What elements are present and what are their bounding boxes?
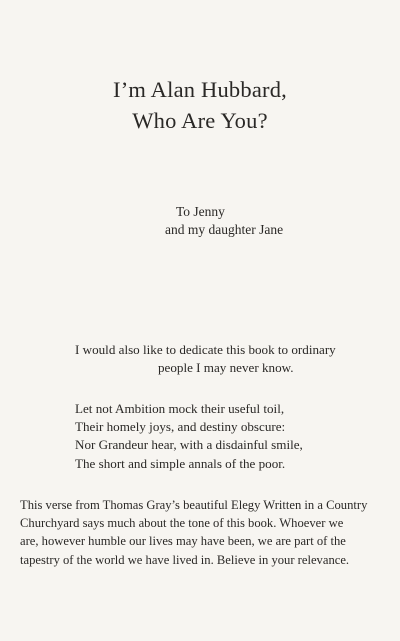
dedication bbox=[0, 203, 400, 239]
explanatory-paragraph bbox=[20, 496, 376, 569]
dedication-line-2: and my daughter Jane bbox=[165, 222, 284, 237]
paragraph-line: tapestry of the world we have lived in. Believe in your relevance. bbox=[20, 552, 350, 567]
additional-dedication-line-1: I would also like to dedicate this book to ordinary bbox=[75, 342, 336, 357]
title-line-1: I’m Alan Hubbard, bbox=[113, 77, 287, 102]
additional-dedication bbox=[0, 341, 400, 377]
verse-line: The short and simple annals of the poor. bbox=[75, 455, 286, 471]
paragraph-line: are, however humble our lives may have been, we are part of the bbox=[20, 534, 346, 549]
paragraph-line: Churchyard says much about the tone of this book. Whoever we bbox=[20, 516, 344, 531]
verse-line: Nor Grandeur hear, with a disdainful smile, bbox=[75, 437, 303, 453]
title-line-2: Who Are You? bbox=[132, 108, 268, 133]
additional-dedication-line-2: people I may never know. bbox=[158, 360, 294, 375]
verse-quote bbox=[75, 400, 385, 473]
verse-line: Let not Ambition mock their useful toil, bbox=[75, 401, 285, 416]
dedication-line-1: To Jenny bbox=[176, 204, 225, 219]
paragraph-line: This verse from Thomas Gray’s beautiful Elegy Written in a Country bbox=[20, 498, 368, 512]
verse-line: Their homely joys, and destiny obscure: bbox=[75, 419, 286, 435]
book-title bbox=[0, 74, 400, 136]
